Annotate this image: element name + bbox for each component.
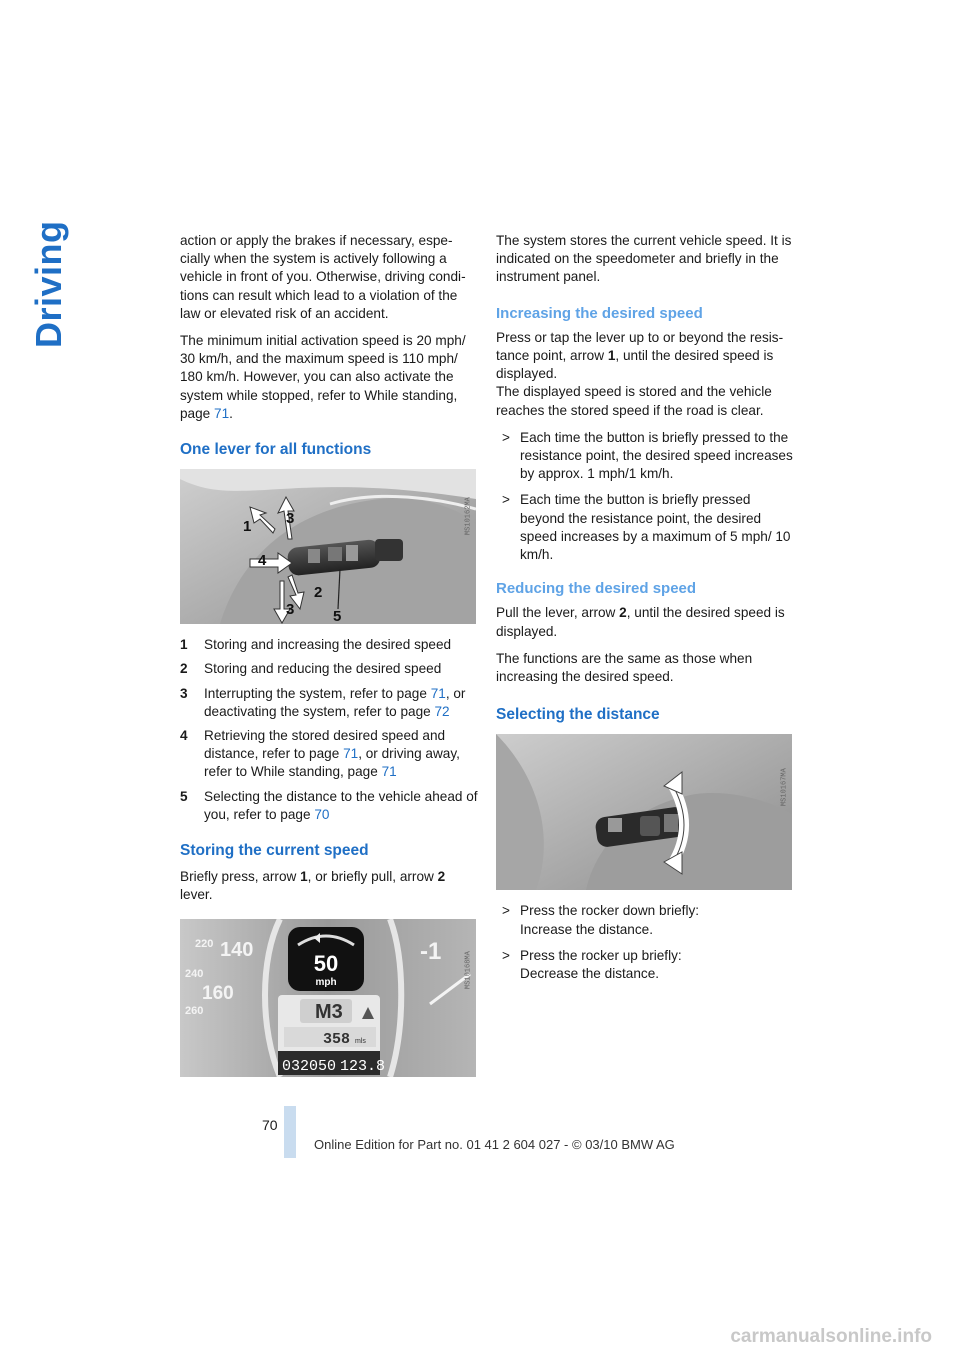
paragraph-increasing: Press or tap the lever up to or beyond the resis-tance point, arrow 1, until the desired speed is displayed. (496, 329, 784, 382)
paragraph-storing: Briefly press, arrow 1, or briefly pull, arrow 2 lever. (180, 869, 446, 903)
callout-2: 2 (314, 584, 323, 602)
section-side-tab (28, 220, 69, 348)
page-link[interactable]: 70 (314, 806, 330, 822)
callout-3-top: 3 (286, 510, 295, 528)
paragraph-stored-speed: The system stores the current vehicle speed. It is indicated on the speedometer and briefly in the instrument panel. (496, 233, 792, 285)
heading-reducing-speed: Reducing the desired speed (496, 580, 697, 598)
tick-160: 160 (202, 982, 234, 1004)
list-item: 4 Retrieving the stored desired speed and distance, refer to page 71, or driving away, refer to While standing, page 71 (180, 728, 460, 780)
paragraph-activation-speed: The minimum initial activation speed is 20 mph/ 30 km/h, and the maximum speed is 110 mph/ 180 km/h. However, you can also activate the system while stopped, refer to While standing, page 71. (180, 333, 466, 421)
heading-selecting-distance: Selecting the distance (496, 706, 660, 724)
lever-illustration (180, 469, 476, 624)
model-display: M3 (315, 1000, 343, 1023)
callout-4: 4 (258, 552, 267, 570)
set-speed-value: 50 (313, 950, 339, 976)
section-title: Driving (28, 220, 69, 348)
range-value: 358 (323, 1030, 351, 1048)
list-item: > Each time the button is briefly pressed to the resistance point, the desired speed increases by approx. 1 mph/1 km/h. (502, 429, 793, 482)
instrument-cluster-illustration (180, 919, 476, 1077)
paragraph-functions-same: The functions are the same as those when increasing the desired speed. (496, 650, 753, 685)
figure-code: MS10167MA (780, 768, 789, 807)
callout-5: 5 (333, 608, 342, 625)
page-link[interactable]: 71 (430, 685, 446, 701)
range-unit: mls (355, 1037, 366, 1045)
callout-3-bottom: 3 (286, 601, 295, 619)
tick-220: 220 (195, 937, 214, 950)
function-list (180, 636, 478, 824)
heading-increasing-speed: Increasing the desired speed (496, 304, 703, 322)
right-gauge-digit: -1 (420, 937, 442, 965)
tick-260: 260 (185, 1004, 204, 1017)
odometer: 032050 (282, 1057, 337, 1075)
heading-one-lever: One lever for all functions (180, 441, 372, 459)
paragraph-displayed-speed: The displayed speed is stored and the vehicle reaches the stored speed if the road is clear. (496, 384, 772, 418)
footer-bar (284, 1106, 296, 1158)
tick-140: 140 (220, 938, 254, 961)
list-item: > Press the rocker up briefly: Decrease the distance. (502, 947, 682, 982)
tick-240: 240 (185, 967, 204, 980)
page-number: 70 (262, 1117, 278, 1133)
distance-bullets (496, 902, 794, 983)
increase-bullets (496, 429, 794, 564)
page-link[interactable]: 71 (214, 405, 230, 421)
lever-figure (180, 469, 476, 624)
left-column (180, 232, 478, 1077)
figure-code: MS10168MA (464, 950, 473, 989)
list-item: > Each time the button is briefly pressed beyond the resistance point, the desired speed increases by a maximum of 5 mph/ 10 km/h. (502, 492, 791, 563)
figure-code: MS10162MA (464, 497, 473, 536)
heading-storing-speed: Storing the current speed (180, 842, 369, 860)
list-item: 2 Storing and reducing the desired speed (180, 661, 442, 677)
list-item: 5 Selecting the distance to the vehicle ahead of you, refer to page 70 (180, 788, 478, 822)
distance-figure (496, 734, 792, 890)
watermark: carmanualsonline.info (730, 1326, 932, 1347)
page-link[interactable]: 72 (434, 703, 450, 719)
trip-meter: 123.8 (340, 1057, 386, 1075)
instrument-cluster-figure (180, 919, 476, 1077)
list-item: 3 Interrupting the system, refer to page 71, or deactivating the system, refer to page 72 (180, 685, 466, 719)
list-item: > Press the rocker down briefly: Increase the distance. (502, 903, 700, 937)
callout-1: 1 (243, 518, 252, 536)
page-link[interactable]: 71 (343, 746, 359, 762)
footer-edition-text: Online Edition for Part no. 01 41 2 604 027 - © 03/10 BMW AG (314, 1137, 675, 1152)
set-speed-unit: mph (315, 976, 337, 988)
paragraph-warning: action or apply the brakes if necessary, espe-cially when the system is actively following a vehicle in front of you. Otherwise, driving condi-tions can result which lead to a violation of the law or elevated risk of an accident. (180, 233, 466, 321)
page-link[interactable]: 71 (381, 764, 397, 780)
paragraph-reducing: Pull the lever, arrow 2, until the desired speed is displayed. (496, 605, 785, 639)
list-item: 1 Storing and increasing the desired speed (180, 637, 452, 653)
distance-illustration (496, 734, 792, 890)
right-column (496, 232, 794, 991)
